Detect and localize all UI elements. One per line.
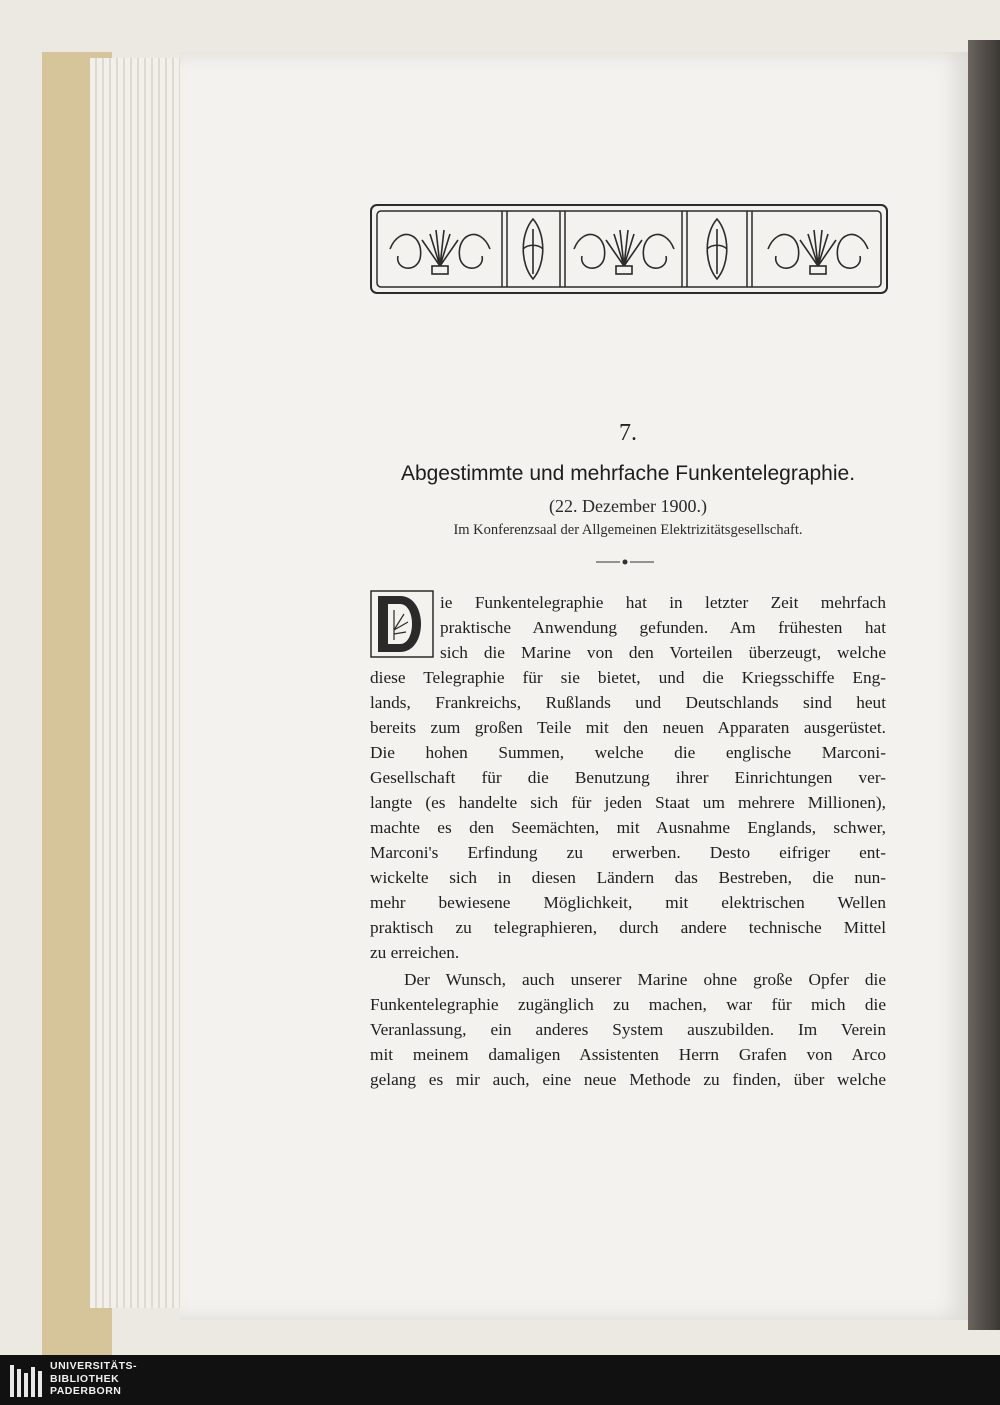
library-logo-icon [10,1365,44,1397]
body-line-19: mit meinem damaligen Assistenten Herrn Grafen von Arco [370,1045,886,1064]
ornament-fan-motif-3 [768,230,868,274]
ornament-fan-motif-2 [574,230,674,274]
body-line-10: machte es den Seemächten, mit Ausnahme Englands, schwer, [370,818,886,837]
dropcap-letter-d [370,590,434,658]
body-line-6: bereits zum großen Teile mit den neuen Apparaten ausgerüstet. [370,718,886,737]
body-line-1: ie Funkentelegraphie hat in letzter Zeit mehrfach [440,593,886,612]
divider-ornament [594,556,656,568]
body-line-7: Die hohen Summen, welche die englische Marconi- [370,743,886,762]
ornament-leaf-motif-1 [523,219,543,279]
ornament-header-band [370,204,888,294]
book-gutter [968,40,1000,1330]
body-line-9: langte (es handelte sich für jeden Staat um mehrere Millionen), [370,793,886,812]
body-line-15: zu erreichen. [370,943,460,962]
body-line-20: gelang es mir auch, eine neue Methode zu finden, über welche [370,1070,886,1089]
ornament-fan-motif-1 [390,230,490,274]
body-line-3: sich die Marine von den Vorteilen überzeugt, welche [440,643,886,662]
body-line-4: diese Telegraphie für sie bietet, und die Kriegsschiffe Eng- [370,668,886,687]
library-footer-bar [0,1355,1000,1405]
body-line-8: Gesellschaft für die Benutzung ihrer Einrichtungen ver- [370,768,886,787]
body-line-16: Der Wunsch, auch unserer Marine ohne große Opfer die [404,970,886,989]
body-line-2: praktische Anwendung gefunden. Am frühesten hat [440,618,886,637]
chapter-date: (22. Dezember 1900.) [549,496,707,516]
body-line-12: wickelte sich in diesen Ländern das Bestreben, die nun- [370,868,886,887]
ornament-leaf-motif-2 [707,219,727,279]
page-stack-edges [90,58,190,1308]
body-line-18: Veranlassung, ein anderes System auszubilden. Im Verein [370,1020,886,1039]
body-line-17: Funkentelegraphie zugänglich zu machen, war für mich die [370,995,886,1014]
body-line-5: lands, Frankreichs, Rußlands und Deutschlands sind heut [370,693,886,712]
body-line-13: mehr bewiesene Möglichkeit, mit elektrischen Wellen [370,893,886,912]
library-name: UNIVERSITÄTS- BIBLIOTHEK PADERBORN [50,1360,138,1397]
chapter-title: Abgestimmte und mehrfache Funkentelegraphie. [400,462,856,485]
svg-text:D: D [373,656,374,657]
body-line-11: Marconi's Erfindung zu erwerben. Desto eifriger ent- [370,843,886,862]
chapter-number: 7. [619,420,637,446]
chapter-venue: Im Konferenzsaal der Allgemeinen Elektrizitätsgesellschaft. [453,522,803,538]
body-line-14: praktisch zu telegraphieren, durch andere technische Mittel [370,918,886,937]
